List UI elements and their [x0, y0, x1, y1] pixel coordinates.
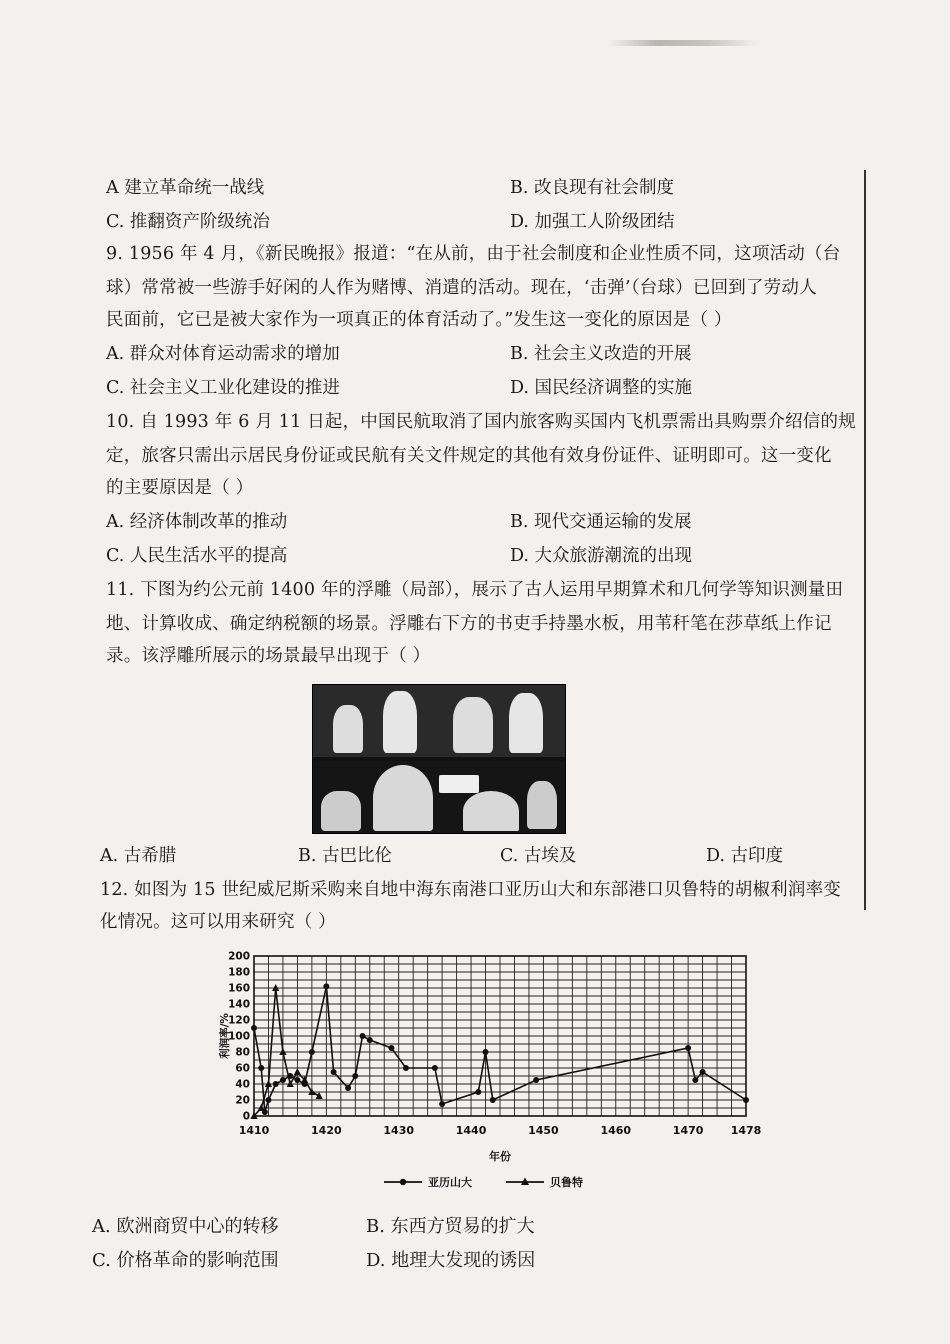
- data-point-alexandria: [265, 1097, 271, 1103]
- x-tick-label: 1460: [600, 1124, 632, 1137]
- y-tick-label: 60: [235, 1062, 250, 1075]
- q9-option-a: A. 群众对体育运动需求的增加: [106, 344, 340, 364]
- y-tick-label: 20: [235, 1094, 250, 1107]
- data-point-alexandria: [533, 1077, 539, 1083]
- q8-option-c: C. 推翻资产阶级统治: [106, 212, 270, 232]
- legend-label: 亚历山大: [428, 1176, 472, 1189]
- legend-marker-circle: [400, 1179, 406, 1185]
- q8-option-b: B. 改良现有社会制度: [510, 178, 674, 198]
- data-point-alexandria: [439, 1101, 445, 1107]
- q10-option-c: C. 人民生活水平的提高: [106, 546, 288, 566]
- y-tick-label: 200: [228, 950, 250, 963]
- data-point-alexandria: [309, 1049, 315, 1055]
- q11-option-d: D. 古印度: [706, 846, 784, 866]
- q9-option-b: B. 社会主义改造的开展: [510, 344, 692, 364]
- data-point-alexandria: [743, 1097, 749, 1103]
- data-point-alexandria: [258, 1065, 264, 1071]
- y-tick-label: 80: [235, 1046, 250, 1059]
- data-point-alexandria: [475, 1089, 481, 1095]
- data-point-beirut: [272, 984, 279, 991]
- data-point-alexandria: [360, 1033, 366, 1039]
- data-point-alexandria: [273, 1081, 279, 1087]
- data-point-beirut: [265, 1080, 272, 1087]
- y-tick-label: 0: [242, 1110, 250, 1123]
- q10-stem-line3: 的主要原因是（ ）: [106, 478, 254, 498]
- x-tick-label: 1478: [730, 1124, 762, 1137]
- data-point-alexandria: [403, 1065, 409, 1071]
- legend-label: 贝鲁特: [550, 1176, 583, 1189]
- data-point-beirut: [294, 1068, 301, 1075]
- data-point-alexandria: [323, 983, 329, 989]
- data-point-alexandria: [483, 1049, 489, 1055]
- q12-option-b: B. 东西方贸易的扩大: [366, 1216, 535, 1237]
- q11-stem-line1: 11. 下图为约公元前 1400 年的浮雕（局部），展示了古人运用早期算术和几何学等知识测量田: [106, 580, 844, 600]
- q10-stem-line1: 10. 自 1993 年 6 月 11 日起，中国民航取消了国内旅客购买国内飞机票需出具购票介绍信的规: [106, 412, 856, 432]
- q10-option-b: B. 现代交通运输的发展: [510, 512, 692, 532]
- q11-stem-line2: 地、计算收成、确定纳税额的场景。浮雕右下方的书吏手持墨水板，用苇秆笔在莎草纸上作记: [106, 614, 832, 634]
- y-tick-label: 160: [228, 982, 250, 995]
- data-point-alexandria: [490, 1097, 496, 1103]
- data-point-alexandria: [685, 1045, 691, 1051]
- x-axis-label: 年份: [489, 1150, 511, 1163]
- q9-stem-line2: 球）常常被一些游手好闲的人作为赌博、消遣的活动。现在，‘击弹’（台球）已回到了劳动人: [106, 278, 817, 298]
- q12-stem-line2: 化情况。这可以用来研究（ ）: [100, 912, 336, 932]
- data-point-alexandria: [331, 1069, 337, 1075]
- q9-stem-line1: 9. 1956 年 4 月，《新民晚报》报道：“在从前，由于社会制度和企业性质不同，这项活动（台: [106, 244, 841, 264]
- data-point-alexandria: [345, 1085, 351, 1091]
- y-tick-label: 100: [228, 1030, 250, 1043]
- y-tick-label: 180: [228, 966, 250, 979]
- q11-option-c: C. 古埃及: [500, 846, 577, 866]
- page-edge-mark: [608, 40, 758, 46]
- q12-option-a: A. 欧洲商贸中心的转移: [92, 1216, 279, 1237]
- x-tick-label: 1450: [528, 1124, 559, 1137]
- y-tick-label: 120: [228, 1014, 250, 1027]
- q12-stem-line1: 12. 如图为 15 世纪威尼斯采购来自地中海东南港口亚历山大和东部港口贝鲁特的胡椒利润率变: [100, 880, 841, 900]
- x-tick-label: 1430: [383, 1124, 415, 1137]
- data-point-alexandria: [692, 1077, 698, 1083]
- data-point-alexandria: [352, 1073, 358, 1079]
- q9-stem-line3: 民面前，它已是被大家作为一项真正的体育活动了。”发生这一变化的原因是（ ）: [106, 310, 732, 330]
- data-point-alexandria: [280, 1077, 286, 1083]
- q11-option-a: A. 古希腊: [100, 846, 177, 866]
- relief-top-register: [313, 685, 565, 757]
- data-point-alexandria: [294, 1077, 300, 1083]
- y-axis-label: 利润率/%: [219, 1013, 231, 1059]
- q10-option-a: A. 经济体制改革的推动: [106, 512, 288, 532]
- q9-option-d: D. 国民经济调整的实施: [510, 378, 693, 398]
- data-point-alexandria: [388, 1045, 394, 1051]
- y-tick-label: 140: [228, 998, 250, 1011]
- q11-stem-line3: 录。该浮雕所展示的场景最早出现于（ ）: [106, 646, 431, 666]
- right-margin-rule: [864, 170, 866, 910]
- x-tick-label: 1410: [238, 1124, 270, 1137]
- q10-stem-line2: 定，旅客只需出示居民身份证或民航有关文件规定的其他有效身份证件、证明即可。这一变化: [106, 446, 832, 466]
- y-tick-label: 40: [235, 1078, 250, 1091]
- data-point-alexandria: [432, 1065, 438, 1071]
- q11-option-b: B. 古巴比伦: [298, 846, 392, 866]
- data-point-alexandria: [251, 1025, 257, 1031]
- data-point-alexandria: [367, 1037, 373, 1043]
- q10-option-d: D. 大众旅游潮流的出现: [510, 546, 693, 566]
- q8-option-d: D. 加强工人阶级团结: [510, 212, 675, 232]
- q12-option-c: C. 价格革命的影响范围: [92, 1250, 279, 1271]
- x-tick-label: 1470: [672, 1124, 704, 1137]
- relief-bottom-register: [313, 761, 565, 833]
- q12-option-d: D. 地理大发现的诱因: [366, 1250, 536, 1271]
- relief-image: [312, 684, 566, 834]
- data-point-beirut: [279, 1048, 286, 1055]
- x-tick-label: 1420: [311, 1124, 342, 1137]
- profit-rate-chart: [216, 946, 776, 1196]
- data-point-alexandria: [700, 1069, 706, 1075]
- x-tick-label: 1440: [455, 1124, 487, 1137]
- q8-option-a: A 建立革命统一战线: [106, 178, 265, 198]
- q9-option-c: C. 社会主义工业化建设的推进: [106, 378, 340, 398]
